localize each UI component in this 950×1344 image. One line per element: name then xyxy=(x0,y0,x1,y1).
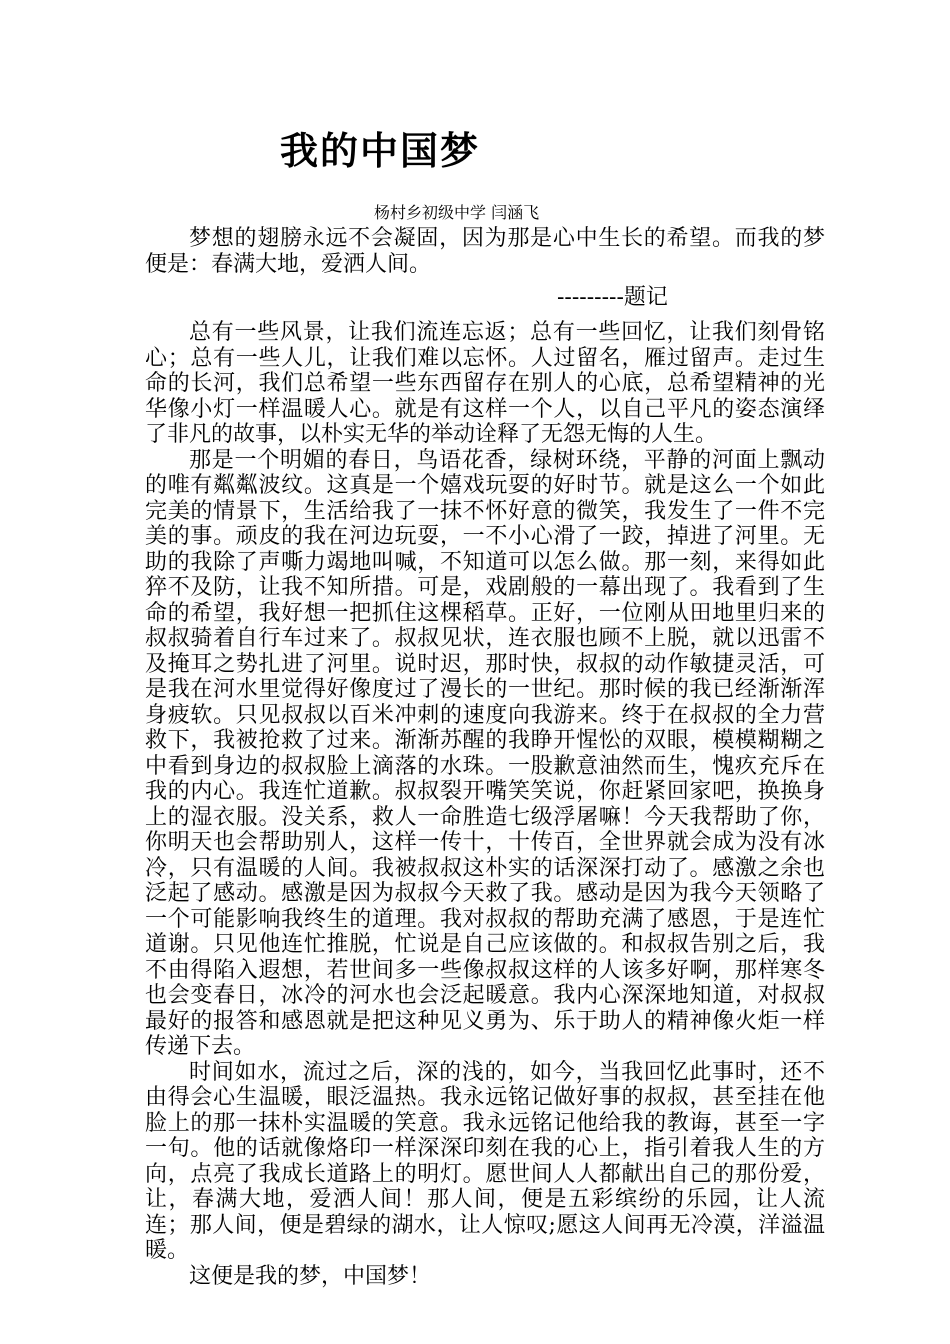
paragraph-4: 这便是我的梦，中国梦！ xyxy=(189,1263,432,1289)
paragraph-2: 那是一个明媚的春日，鸟语花香，绿树环绕，平静的河面上飘动的唯有粼粼波纹。这真是一个嬉戏玩耍的好时节。就是这么一个如此完美的情景下，生活给我了一抹不怀好意的微笑，我发生了一件不完美的事。顽皮的我在河边玩耍，一不小心滑了一跤，掉进了河里。无助的我除了声嘶力竭地叫喊，不知道可以怎么做。那一刻，来得如此猝不及防，让我不知所措。可是，戏剧般的一幕出现了。我看到了生命的希望，我好想一把抓住这棵稻草。正好，一位刚从田地里归来的叔叔骑着自行车过来了。叔叔见状，连衣服也顾不上脱，就以迅雷不及掩耳之势扎进了河里。说时迟，那时快，叔叔的动作敏捷灵活，可是我在河水里觉得好像度过了漫长的一世纪。那时候的我已经渐渐浑身疲软。只见叔叔以百米冲刺的速度向我游来。终于在叔叔的全力营救下，我被抢救了过来。渐渐苏醒的我睁开惺忪的双眼，模模糊糊之中看到身边的叔叔脸上滴落的水珠。一股歉意油然而生，愧疚充斥在我的内心。我连忙道歉。叔叔裂开嘴笑笑说，你赶紧回家吧，换换身上的湿衣服。没关系，救人一命胜造七级浮屠嘛！今天我帮助了你，你明天也会帮助别人，这样一传十，十传百，全世界就会成为没有冰冷，只有温暖的人间。我被叔叔这朴实的话深深打动了。感激之余也泛起了感动。感激是因为叔叔今天救了我。感动是因为我今天领略了一个可能影响我终生的道理。我对叔叔的帮助充满了感恩，于是连忙道谢。只见他连忙推脱，忙说是自己应该做的。和叔叔告别之后，我不由得陷入遐想，若世间多一些像叔叔这样的人该多好啊，那样寒冬也会变春日，冰冷的河水也会泛起暖意。我内心深深地知道，对叔叔最好的报答和感恩就是把这种见义勇为、乐于助人的精神像火炬一样传递下去。 xyxy=(145,447,825,1059)
epigraph xyxy=(145,226,825,277)
document-title: 我的中国梦 xyxy=(280,129,481,173)
essay-body xyxy=(145,320,825,1289)
paragraph-1: 总有一些风景，让我们流连忘返；总有一些回忆，让我们刻骨铭心；总有一些人儿，让我们难以忘怀。人过留名，雁过留声。走过生命的长河，我们总希望一些东西留存在别人的心底，总希望精神的光华像小灯一样温暖人心。就是有这样一个人，以自己平凡的姿态演绎了非凡的故事，以朴实无华的举动诠释了无怨无悔的人生。 xyxy=(145,320,825,447)
epigraph-signature: ---------题记 xyxy=(557,285,668,310)
paragraph-3: 时间如水，流过之后，深的浅的，如今，当我回忆此事时，还不由得会心生温暖，眼泛温热。我永远铭记做好事的叔叔，甚至挂在他脸上的那一抹朴实温暖的笑意。我永远铭记他给我的教诲，甚至一字一句。他的话就像烙印一样深深印刻在我的心上，指引着我人生的方向，点亮了我成长道路上的明灯。愿世间人人都献出自己的那份爱，让，春满大地，爱洒人间！那人间，便是五彩缤纷的乐园，让人流连；那人间，便是碧绿的湖水，让人惊叹;愿这人间再无冷漠，洋溢温暖。 xyxy=(145,1059,825,1263)
author-line: 杨村乡初级中学 闫涵飞 xyxy=(374,203,540,222)
epigraph-text: 梦想的翅膀永远不会凝固，因为那是心中生长的希望。而我的梦便是：春满大地，爱洒人间。 xyxy=(145,226,825,277)
